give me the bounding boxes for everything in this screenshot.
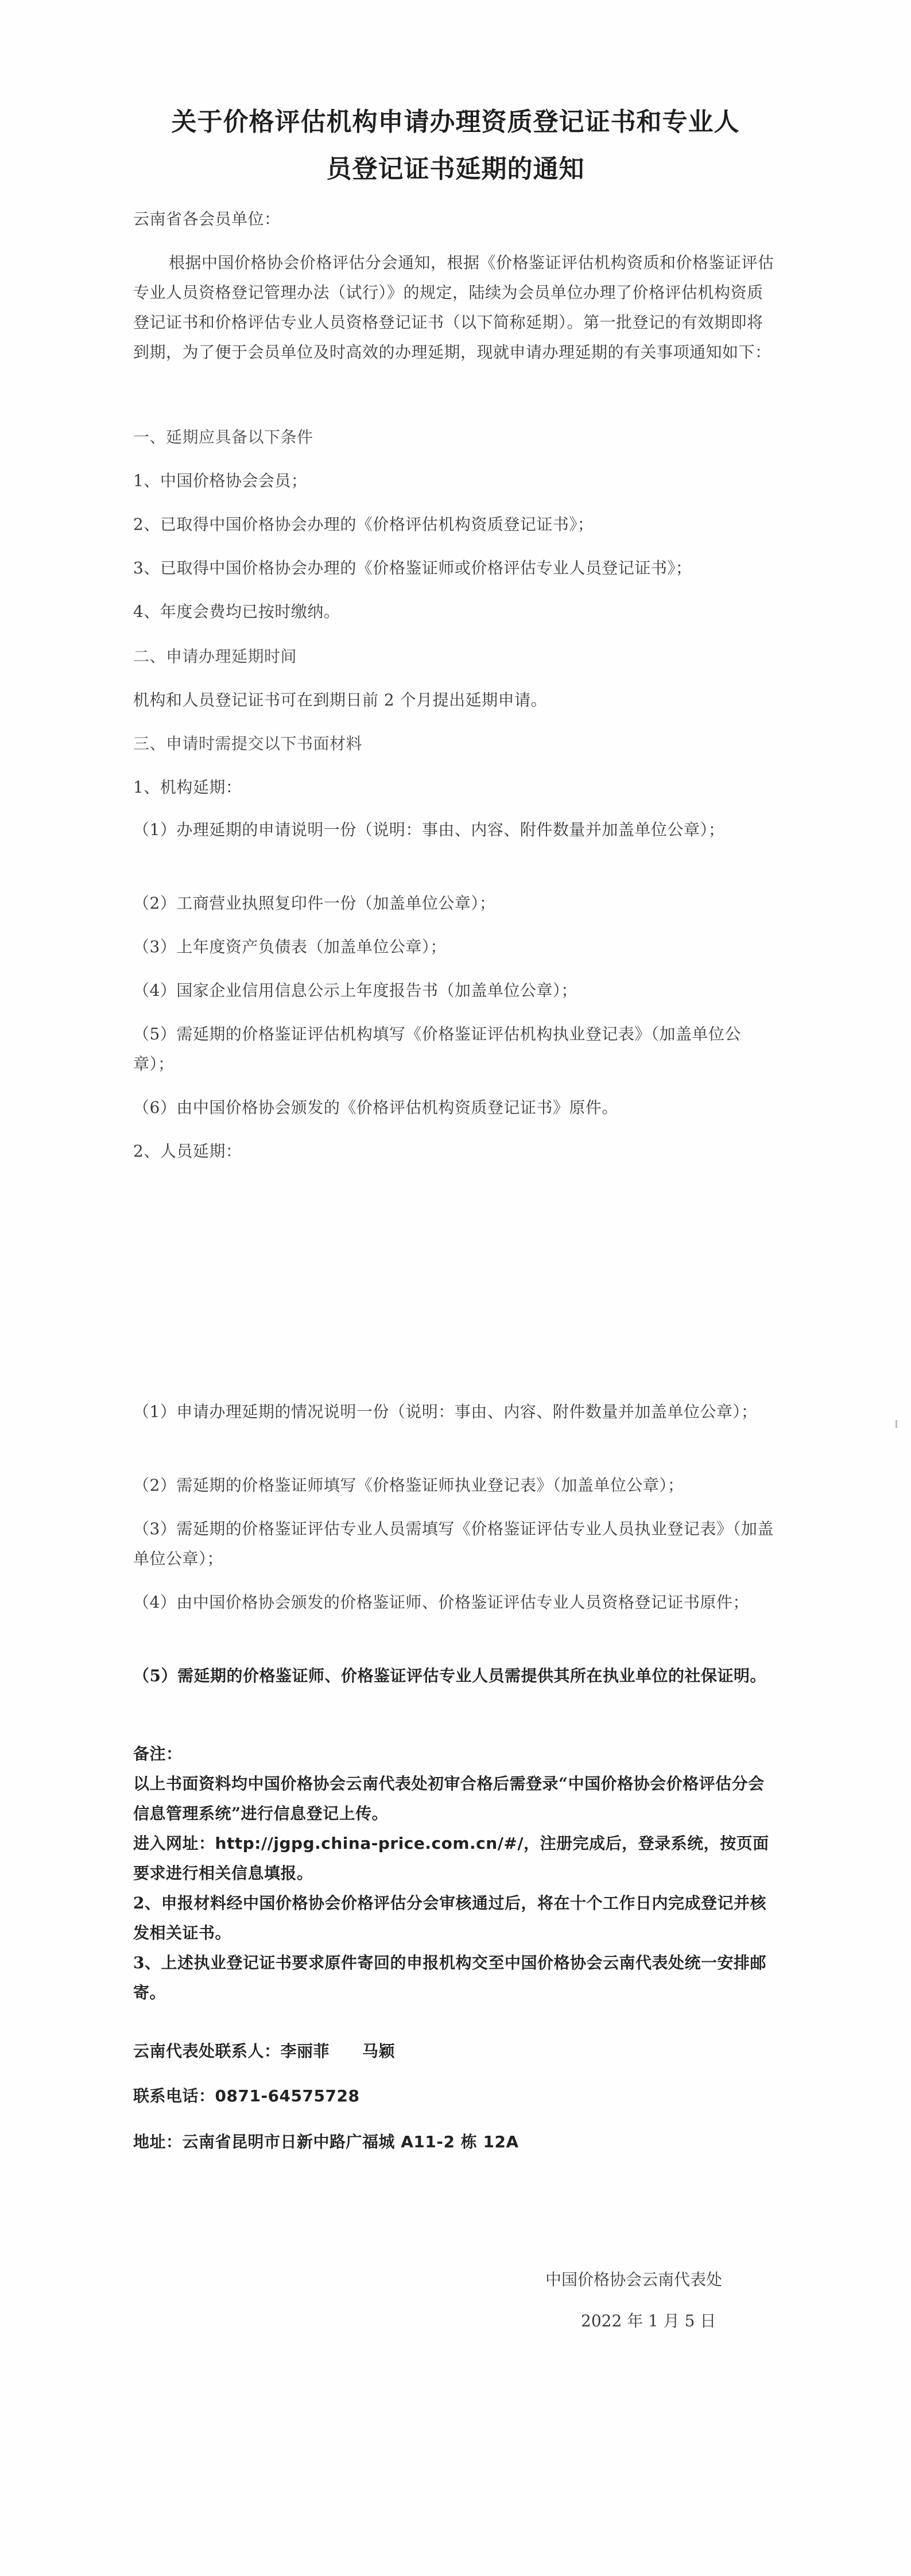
note-url-suffix: ，注册完成后，登录系统，按页面要求进行相关信息填报。 (133, 1834, 769, 1883)
org-item-3: （3）上年度资产负债表（加盖单位公章）； (133, 937, 447, 956)
section2-text: 机构和人员登记证书可在到期日前 2 个月提出延期申请。 (133, 690, 548, 709)
note-2: 2、申报材料经中国价格协会价格评估分会审核通过后，将在十个工作日内完成登记并核发相关证书。 (133, 1894, 766, 1942)
document-title-line1: 关于价格评估机构申请办理资质登记证书和专业人 (171, 107, 740, 137)
address-room: 12A (483, 2132, 519, 2151)
person-item-3: （3）需延期的价格鉴证评估专业人员需填写《价格鉴证评估专业人员执业登记表》（加盖单位公章）； (133, 1519, 774, 1568)
system-url-link[interactable]: http://jgpg.china-price.com.cn/#/ (215, 1834, 524, 1853)
note-url-line (133, 1829, 776, 1888)
section1-item-3: 3、已取得中国价格协会办理的《价格鉴证师或价格评估专业人员登记证书》； (133, 558, 692, 577)
section2-heading: 二、申请办理延期时间 (133, 647, 297, 666)
section1-item-1: 1、中国价格协会会员； (133, 471, 308, 490)
signature-date: 2022 年 1 月 5 日 (581, 2311, 716, 2330)
address-label: 地址：云南省昆明市日新中路广福城 (133, 2132, 401, 2151)
section1-item-4: 4、年度会费均已按时缴纳。 (133, 602, 340, 621)
contact-person: 云南代表处联系人：李丽菲 马颖 (133, 2042, 396, 2061)
notes-heading: 备注： (133, 1744, 183, 1763)
org-extension-heading: 1、机构延期： (133, 778, 242, 797)
phone-label: 联系电话： (133, 2086, 215, 2105)
address-mid: 栋 (455, 2132, 483, 2151)
contact-phone (133, 2081, 776, 2111)
note-url-prefix: 进入网址： (133, 1834, 215, 1853)
section1-heading: 一、延期应具备以下条件 (133, 428, 313, 447)
org-item-5: （5）需延期的价格鉴证评估机构填写《价格鉴证评估机构执业登记表》（加盖单位公章）； (133, 1025, 741, 1073)
note-1: 以上书面资料均中国价格协会云南代表处初审合格后需登录“中国价格协会价格评估分会信息管理系统”进行信息登记上传。 (133, 1774, 765, 1823)
section1-item-2: 2、已取得中国价格协会办理的《价格评估机构资质登记证书》； (133, 515, 594, 534)
address-block: A11-2 (401, 2132, 455, 2151)
note-3: 3、上述执业登记证书要求原件寄回的申报机构交至中国价格协会云南代表处统一安排邮寄。 (133, 1953, 766, 2002)
phone-number: 0871-64575728 (215, 2086, 360, 2105)
person-extension-heading: 2、人员延期： (133, 1142, 242, 1161)
contact-address (133, 2127, 776, 2157)
org-item-4: （4）国家企业信用信息公示上年度报告书（加盖单位公章）； (133, 981, 577, 1000)
salutation: 云南省各会员单位： (133, 210, 281, 228)
person-item-5: （5）需延期的价格鉴证师、价格鉴证评估专业人员需提供其所在执业单位的社保证明。 (133, 1666, 766, 1685)
org-item-6: （6）由中国价格协会颁发的《价格评估机构资质登记证书》原件。 (133, 1098, 618, 1117)
org-item-1: （1）办理延期的申请说明一份（说明：事由、内容、附件数量并加盖单位公章）； (133, 820, 725, 839)
person-item-1: （1）申请办理延期的情况说明一份（说明：事由、内容、附件数量并加盖单位公章）； (133, 1402, 758, 1421)
section3-heading: 三、申请时需提交以下书面材料 (133, 734, 363, 753)
org-item-2: （2）工商营业执照复印件一份（加盖单位公章）； (133, 894, 496, 913)
signature-organization: 中国价格协会云南代表处 (545, 2270, 723, 2289)
document-title-line2: 员登记证书延期的通知 (326, 154, 585, 184)
intro-paragraph: 根据中国价格协会价格评估分会通知，根据《价格鉴证评估机构资质和价格鉴证评估专业人员资格登记管理办法（试行）》的规定，陆续为会员单位办理了价格评估机构资质登记证书和价格评估专业人员资格登记证书（以下简称延期）。第一批登记的有效期即将到期，为了便于会员单位及时高效的办理延期，现就申请办理延期的有关事项通知如下： (133, 253, 774, 362)
person-item-2: （2）需延期的价格鉴证师填写《价格鉴证师执业登记表》（加盖单位公章）； (133, 1476, 684, 1495)
person-item-4: （4）由中国价格协会颁发的价格鉴证师、价格鉴证评估专业人员资格登记证书原件； (133, 1593, 749, 1612)
scan-mark (896, 1420, 897, 1428)
